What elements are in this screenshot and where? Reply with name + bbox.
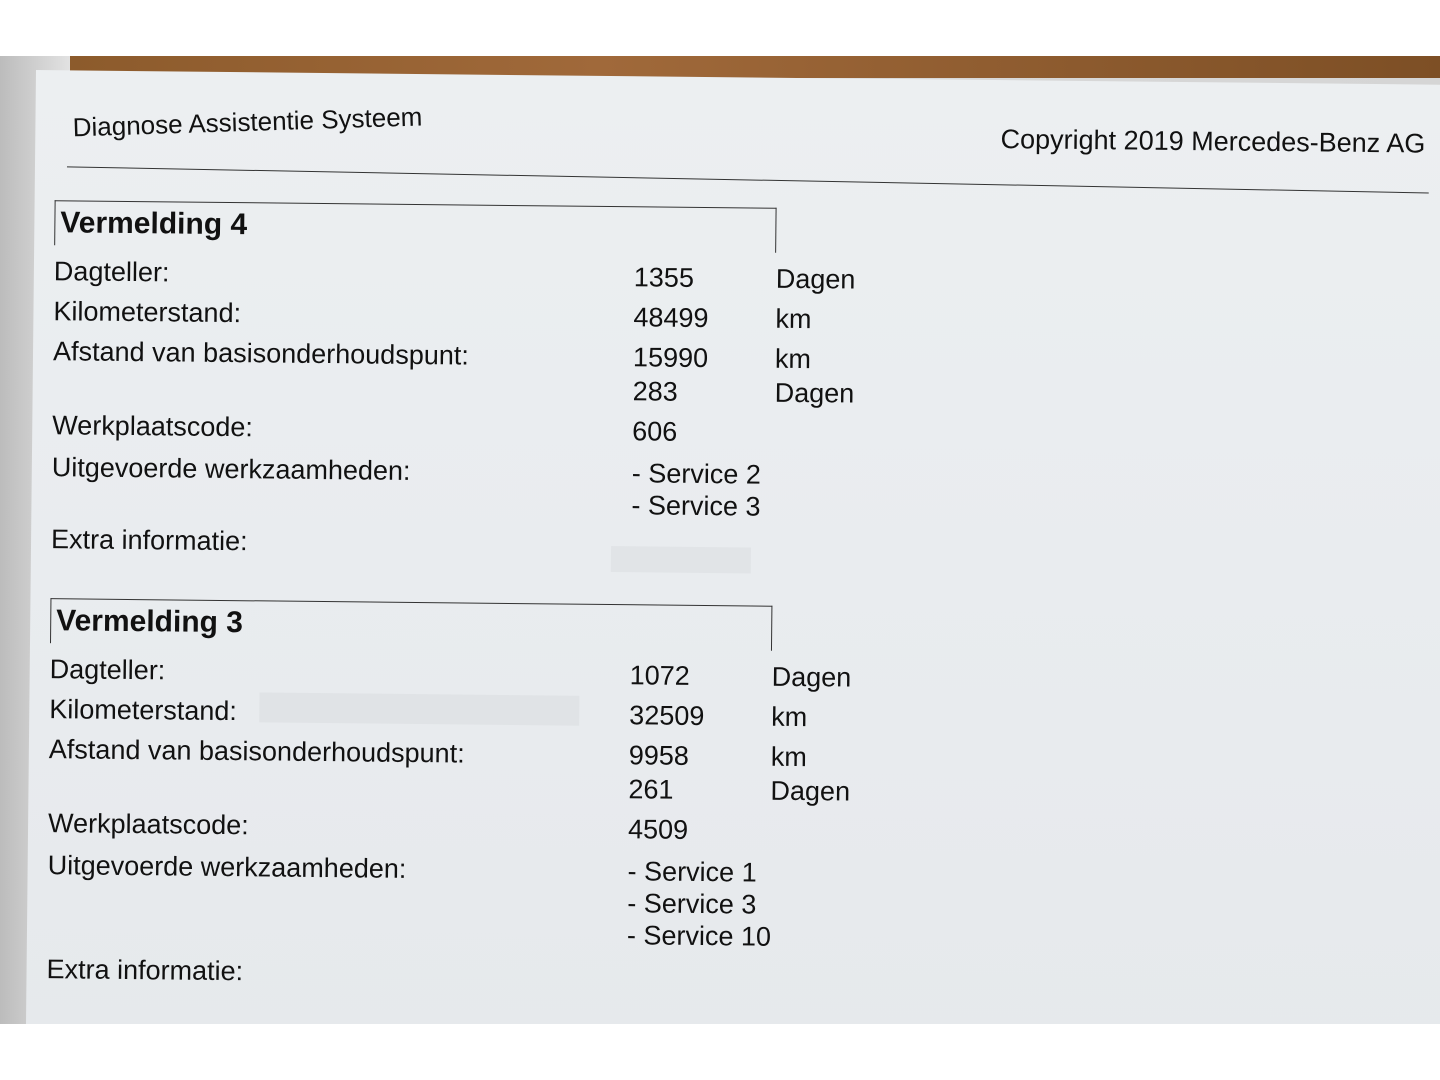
label-afstand: Afstand van basisonderhoudspunt:	[52, 336, 470, 371]
label-dagteller: Dagteller:	[49, 654, 166, 686]
unit-afstand-dagen: Dagen	[774, 377, 855, 409]
label-dagteller: Dagteller:	[53, 256, 170, 288]
value-dagteller: 1072	[629, 660, 690, 691]
label-werkzaamheden: Uitgevoerde werkzaamheden:	[51, 452, 411, 486]
row-werkplaatscode	[47, 808, 868, 845]
photo-background	[0, 56, 1440, 1024]
row-afstand-km	[48, 734, 869, 773]
value-kilometerstand: 32509	[629, 700, 705, 732]
value-werkzaamheden-item: - Service 3	[627, 888, 757, 920]
value-werkplaatscode: 606	[632, 416, 678, 447]
document-header-title: Diagnose Assistentie Systeem	[72, 101, 423, 143]
row-werkplaatscode	[52, 410, 872, 447]
label-werkzaamheden: Uitgevoerde werkzaamheden:	[47, 850, 407, 884]
unit-kilometerstand: km	[771, 701, 808, 733]
row-extra-informatie	[46, 954, 867, 987]
row-werkzaamheden	[51, 452, 872, 490]
value-werkplaatscode: 4509	[627, 814, 689, 845]
unit-afstand-km: km	[774, 343, 812, 375]
value-kilometerstand: 48499	[633, 302, 709, 334]
unit-dagteller: Dagen	[775, 263, 856, 295]
unit-afstand-km: km	[770, 741, 808, 773]
value-afstand-km: 9958	[628, 740, 690, 771]
entry-title: Vermelding 4	[60, 206, 248, 242]
unit-kilometerstand: km	[775, 303, 812, 335]
label-extra-informatie: Extra informatie:	[50, 524, 248, 557]
value-dagteller: 1355	[633, 262, 695, 293]
header-divider	[67, 166, 1429, 193]
entry-title: Vermelding 3	[56, 604, 244, 640]
label-afstand: Afstand van basisonderhoudspunt:	[48, 734, 465, 769]
document-sheet	[26, 70, 1440, 1024]
value-afstand-km: 15990	[632, 342, 709, 374]
value-afstand-dagen: 283	[632, 376, 678, 407]
row-werkzaamheden	[47, 850, 868, 888]
value-afstand-dagen: 261	[628, 774, 674, 805]
value-werkzaamheden-item: - Service 10	[626, 920, 772, 952]
entry-vermelding-4	[50, 200, 875, 557]
label-kilometerstand: Kilometerstand:	[49, 694, 238, 727]
value-werkzaamheden-item: - Service 2	[631, 458, 762, 490]
copyright-notice: Copyright 2019 Mercedes-Benz AG	[1000, 124, 1426, 159]
show-through-mark	[259, 692, 579, 725]
row-extra-informatie	[50, 524, 871, 557]
label-werkplaatscode: Werkplaatscode:	[52, 410, 254, 443]
row-kilometerstand	[53, 296, 874, 335]
show-through-mark	[611, 546, 751, 573]
value-werkzaamheden-item: - Service 1	[627, 856, 757, 888]
label-kilometerstand: Kilometerstand:	[53, 296, 242, 329]
label-werkplaatscode: Werkplaatscode:	[47, 808, 249, 841]
row-dagteller	[53, 256, 874, 295]
entry-vermelding-3	[46, 598, 870, 987]
row-dagteller	[49, 654, 870, 693]
unit-afstand-dagen: Dagen	[770, 775, 851, 807]
value-werkzaamheden-item: - Service 3	[631, 490, 761, 522]
row-afstand-km	[52, 336, 873, 375]
unit-dagteller: Dagen	[771, 661, 852, 693]
label-extra-informatie: Extra informatie:	[46, 954, 244, 987]
